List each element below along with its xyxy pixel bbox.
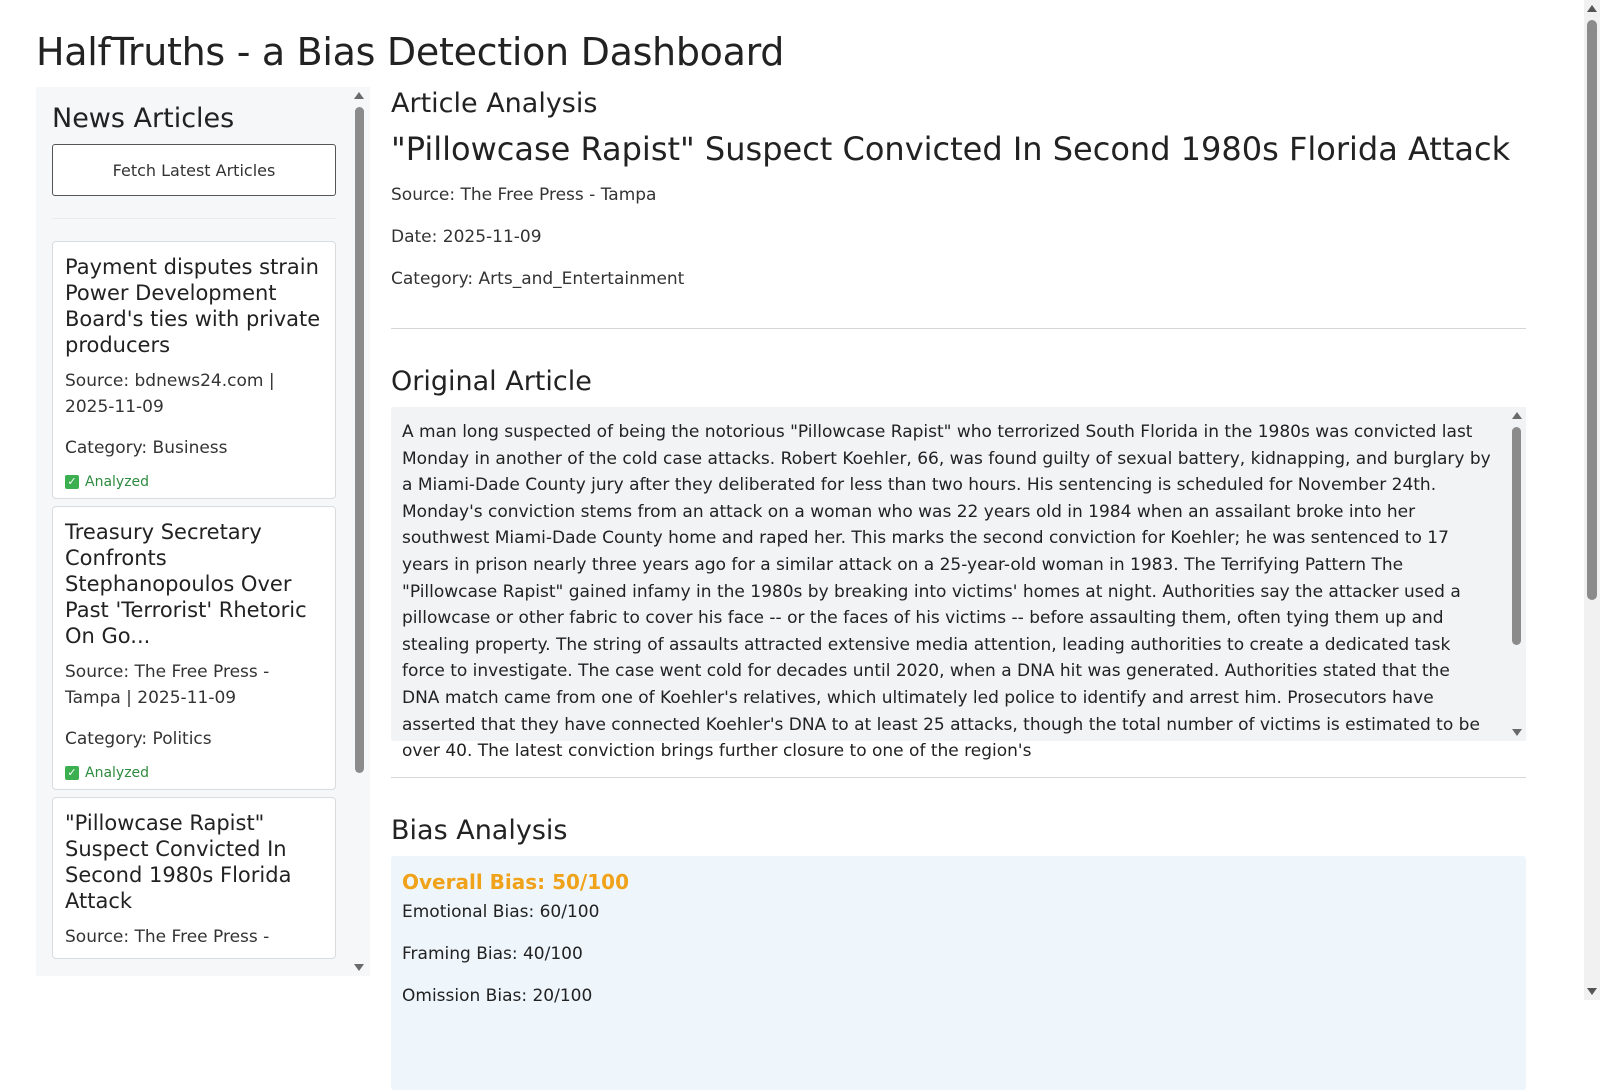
article-card[interactable] xyxy=(52,241,336,499)
sidebar-heading: News Articles xyxy=(52,103,235,134)
original-article-text: A man long suspected of being the notorious "Pillowcase Rapist" who terrorized South Florida in the 1980s was convicted last Monday in another of the cold case attacks. Robert Koehler, 66, was found guilty of sexual battery, kidnapping, and burglary by a Miami-Dade County jury after they deliberated for less than two hours. His sentencing is scheduled for November 24th. Monday's conviction stems from an attack on a woman who was 22 years old in 1984 when an assailant broke into her southwest Miami-Dade County home and raped her. This marks the second conviction for Koehler; he was sentenced to 17 years in prison nearly three years ago for a similar attack on a 25-year-old woman in 1983. The Terrifying Pattern The "Pillowcase Rapist" gained infamy in the 1980s by breaking into victims' homes at night. Authorities say the attacker used a pillowcase or other fabric to cover his face -- or the faces of his victims -- before assaulting them, often tying them up and stealing property. The string of assaults attracted extensive media attention, leading authorities to create a dedicated task force to investigate. The case went cold for decades until 2020, when a DNA hit was generated. Authorities stated that the DNA match came from one of Koehler's relatives, which ultimately led police to identify and arrest him. Prosecutors have asserted that they have connected Koehler's DNA to at least 25 attacks, though the total number of victims is estimated to be over 40. The latest conviction brings further closure to one of the region's xyxy=(402,422,1491,762)
scroll-up-arrow-icon[interactable] xyxy=(1512,412,1522,419)
scrollbar-thumb[interactable] xyxy=(355,107,364,773)
article-card-meta: Source: The Free Press - xyxy=(65,927,270,947)
app-title: HalfTruths - a Bias Detection Dashboard xyxy=(36,30,785,74)
bias-analysis-panel xyxy=(391,856,1526,1090)
article-card-title: Treasury Secretary Confronts Stephanopoulos Over Past 'Terrorist' Rhetoric On Go... xyxy=(65,520,307,648)
article-card-meta: Source: bdnews24.com | 2025-11-09 xyxy=(65,371,275,417)
article-card-status xyxy=(65,474,323,490)
page-scrollbar[interactable] xyxy=(1584,0,1600,1000)
article-category: Category: Arts_and_Entertainment xyxy=(391,269,685,289)
article-card[interactable] xyxy=(52,797,336,959)
article-source: Source: The Free Press - Tampa xyxy=(391,185,657,205)
checkbox-checked-icon: ✓ xyxy=(65,766,79,780)
scroll-down-arrow-icon[interactable] xyxy=(1512,729,1522,736)
omission-bias-score: Omission Bias: 20/100 xyxy=(402,986,593,1006)
article-analysis-panel xyxy=(391,87,1526,1090)
article-card-title: "Pillowcase Rapist" Suspect Convicted In Second 1980s Florida Attack xyxy=(65,811,292,913)
original-article-box[interactable] xyxy=(391,407,1526,762)
scrollbar-thumb[interactable] xyxy=(1587,20,1597,600)
sidebar-divider xyxy=(52,218,336,219)
article-headline: "Pillowcase Rapist" Suspect Convicted In Second 1980s Florida Attack xyxy=(391,130,1511,168)
framing-bias-score: Framing Bias: 40/100 xyxy=(402,944,583,964)
scroll-up-arrow-icon[interactable] xyxy=(354,92,364,99)
bias-analysis-heading: Bias Analysis xyxy=(391,815,568,846)
status-label: Analyzed xyxy=(85,474,150,490)
overall-bias-score: Overall Bias: 50/100 xyxy=(402,870,629,894)
status-label: Analyzed xyxy=(85,765,150,781)
article-card-category: Category: Politics xyxy=(65,729,212,749)
article-card[interactable] xyxy=(52,506,336,790)
scroll-down-arrow-icon[interactable] xyxy=(1587,988,1597,995)
article-card-meta: Source: The Free Press - Tampa | 2025-11-09 xyxy=(65,662,270,708)
scroll-up-arrow-icon[interactable] xyxy=(1587,5,1597,12)
section-divider xyxy=(391,328,1526,329)
section-divider xyxy=(391,777,1526,778)
sidebar-scrollbar[interactable] xyxy=(352,89,366,974)
original-article-heading: Original Article xyxy=(391,366,592,397)
article-card-category: Category: Business xyxy=(65,438,228,458)
article-date: Date: 2025-11-09 xyxy=(391,227,542,247)
article-scrollbar[interactable] xyxy=(1508,407,1526,741)
scrollbar-thumb[interactable] xyxy=(1512,427,1521,645)
sidebar xyxy=(36,87,370,976)
article-card-title: Payment disputes strain Power Development Board's ties with private producers xyxy=(65,255,321,357)
article-card-status xyxy=(65,765,323,781)
scroll-down-arrow-icon[interactable] xyxy=(354,964,364,971)
fetch-latest-articles-button[interactable]: Fetch Latest Articles xyxy=(52,144,336,196)
checkbox-checked-icon: ✓ xyxy=(65,475,79,489)
emotional-bias-score: Emotional Bias: 60/100 xyxy=(402,902,600,922)
section-title: Article Analysis xyxy=(391,88,598,119)
